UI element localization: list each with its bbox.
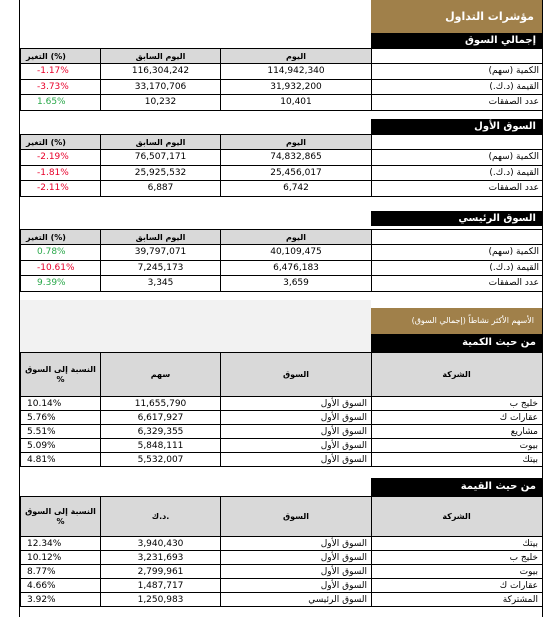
market-value: السوق الأول xyxy=(221,397,372,411)
company-name: بيوت xyxy=(372,565,543,579)
page-title: مؤشرات التداول xyxy=(371,0,542,33)
value-header: سهم xyxy=(101,353,221,397)
today-value: 6,742 xyxy=(221,181,372,197)
table-row xyxy=(21,397,543,411)
volume-value: 5,848,111 xyxy=(101,439,221,453)
company-name: بيتك xyxy=(372,453,543,467)
market-value: السوق الأول xyxy=(221,425,372,439)
today-value: 6,476,183 xyxy=(221,260,372,276)
volume-value: 6,617,927 xyxy=(101,411,221,425)
change-value: -1.17% xyxy=(21,64,101,80)
by-value-title: من حيث القيمة xyxy=(371,478,542,496)
previous-value: 39,797,071 xyxy=(101,245,221,261)
market-header: السوق xyxy=(221,497,372,537)
value-amount: 3,940,430 xyxy=(101,537,221,551)
table-row xyxy=(21,79,543,95)
today-value: 3,659 xyxy=(221,276,372,292)
previous-value: 25,925,532 xyxy=(101,165,221,181)
today-header: اليوم xyxy=(221,49,372,64)
today-value: 25,456,017 xyxy=(221,165,372,181)
previous-day-header: اليوم السابق xyxy=(101,230,221,245)
table-row xyxy=(21,165,543,181)
previous-value: 7,245,173 xyxy=(101,260,221,276)
value-amount: 3,231,693 xyxy=(101,551,221,565)
today-header: اليوم xyxy=(221,135,372,150)
value-amount: 1,487,717 xyxy=(101,579,221,593)
most-active-title: الأسهم الأكثر نشاطاً (إجمالي السوق) xyxy=(371,308,542,334)
pct-value: 5.76% xyxy=(21,411,101,425)
market-value: السوق الأول xyxy=(221,579,372,593)
previous-value: 3,345 xyxy=(101,276,221,292)
change-value: -3.73% xyxy=(21,79,101,95)
section-title-total-market: إجمالي السوق xyxy=(371,33,542,48)
today-value: 10,401 xyxy=(221,95,372,111)
volume-value: 11,655,790 xyxy=(101,397,221,411)
change-header: التغير (%) xyxy=(21,230,101,245)
main-market-table xyxy=(20,229,543,292)
value-amount: 1,250,983 xyxy=(101,593,221,607)
section-title-main-market: السوق الرئيسي xyxy=(371,211,542,226)
table-row xyxy=(21,579,543,593)
table-row xyxy=(21,245,543,261)
table-row xyxy=(21,439,543,453)
previous-value: 10,232 xyxy=(101,95,221,111)
by-value-table xyxy=(20,496,543,607)
market-value: السوق الأول xyxy=(221,551,372,565)
label-header xyxy=(372,135,543,150)
pct-value: 8.77% xyxy=(21,565,101,579)
change-value: 0.78% xyxy=(21,245,101,261)
row-label: الكمية (سهم) xyxy=(372,245,543,261)
table-row xyxy=(21,565,543,579)
market-value: السوق الأول xyxy=(221,411,372,425)
pct-header: النسبة إلى السوق % xyxy=(21,353,101,397)
change-value: 9.39% xyxy=(21,276,101,292)
company-name: المشتركة xyxy=(372,593,543,607)
pct-value: 10.14% xyxy=(21,397,101,411)
table-header-row xyxy=(21,353,543,397)
pct-value: 5.09% xyxy=(21,439,101,453)
row-label: القيمة (د.ك.) xyxy=(372,79,543,95)
by-volume-table xyxy=(20,352,543,467)
table-row xyxy=(21,260,543,276)
previous-value: 6,887 xyxy=(101,181,221,197)
value-header: د.ك. xyxy=(101,497,221,537)
label-header xyxy=(372,49,543,64)
volume-value: 5,532,007 xyxy=(101,453,221,467)
market-header: السوق xyxy=(221,353,372,397)
row-label: عدد الصفقات xyxy=(372,181,543,197)
company-name: بيتك xyxy=(372,537,543,551)
today-value: 74,832,865 xyxy=(221,150,372,166)
previous-day-header: اليوم السابق xyxy=(101,49,221,64)
table-row xyxy=(21,181,543,197)
table-row xyxy=(21,593,543,607)
by-volume-title: من حيث الكمية xyxy=(371,334,542,352)
row-label: عدد الصفقات xyxy=(372,95,543,111)
first-market-table xyxy=(20,134,543,197)
table-header-row xyxy=(21,135,543,150)
table-row xyxy=(21,276,543,292)
company-name: عقارات ك xyxy=(372,411,543,425)
change-value: -2.19% xyxy=(21,150,101,166)
spacer-strip xyxy=(20,300,371,352)
table-row xyxy=(21,95,543,111)
volume-value: 6,329,355 xyxy=(101,425,221,439)
company-name: بيوت xyxy=(372,439,543,453)
today-value: 31,932,200 xyxy=(221,79,372,95)
table-header-row xyxy=(21,497,543,537)
company-header: الشركة xyxy=(372,497,543,537)
market-value: السوق الأول xyxy=(221,439,372,453)
company-name: خليج ب xyxy=(372,397,543,411)
value-amount: 2,799,961 xyxy=(101,565,221,579)
company-header: الشركة xyxy=(372,353,543,397)
table-header-row xyxy=(21,49,543,64)
market-value: السوق الأول xyxy=(221,565,372,579)
previous-value: 33,170,706 xyxy=(101,79,221,95)
market-value: السوق الأول xyxy=(221,537,372,551)
company-name: خليج ب xyxy=(372,551,543,565)
table-row xyxy=(21,411,543,425)
pct-value: 10.12% xyxy=(21,551,101,565)
pct-value: 5.51% xyxy=(21,425,101,439)
today-value: 114,942,340 xyxy=(221,64,372,80)
row-label: عدد الصفقات xyxy=(372,276,543,292)
table-row xyxy=(21,551,543,565)
today-header: اليوم xyxy=(221,230,372,245)
previous-day-header: اليوم السابق xyxy=(101,135,221,150)
change-value: 1.65% xyxy=(21,95,101,111)
change-value: -2.11% xyxy=(21,181,101,197)
pct-value: 3.92% xyxy=(21,593,101,607)
pct-value: 4.81% xyxy=(21,453,101,467)
market-value: السوق الأول xyxy=(221,453,372,467)
pct-value: 4.66% xyxy=(21,579,101,593)
change-header: التغير (%) xyxy=(21,49,101,64)
previous-value: 76,507,171 xyxy=(101,150,221,166)
previous-value: 116,304,242 xyxy=(101,64,221,80)
table-header-row xyxy=(21,230,543,245)
company-name: عقارات ك xyxy=(372,579,543,593)
section-title-first-market: السوق الأول xyxy=(371,119,542,134)
row-label: القيمة (د.ك.) xyxy=(372,260,543,276)
change-value: -10.61% xyxy=(21,260,101,276)
change-value: -1.81% xyxy=(21,165,101,181)
row-label: الكمية (سهم) xyxy=(372,150,543,166)
today-value: 40,109,475 xyxy=(221,245,372,261)
row-label: الكمية (سهم) xyxy=(372,64,543,80)
table-row xyxy=(21,537,543,551)
table-row xyxy=(21,453,543,467)
row-label: القيمة (د.ك.) xyxy=(372,165,543,181)
label-header xyxy=(372,230,543,245)
table-row xyxy=(21,425,543,439)
pct-header: النسبة إلى السوق % xyxy=(21,497,101,537)
table-row xyxy=(21,150,543,166)
change-header: التغير (%) xyxy=(21,135,101,150)
table-row xyxy=(21,64,543,80)
pct-value: 12.34% xyxy=(21,537,101,551)
total-market-table xyxy=(20,48,543,111)
company-name: مشاريع xyxy=(372,425,543,439)
market-value: السوق الرئيسي xyxy=(221,593,372,607)
